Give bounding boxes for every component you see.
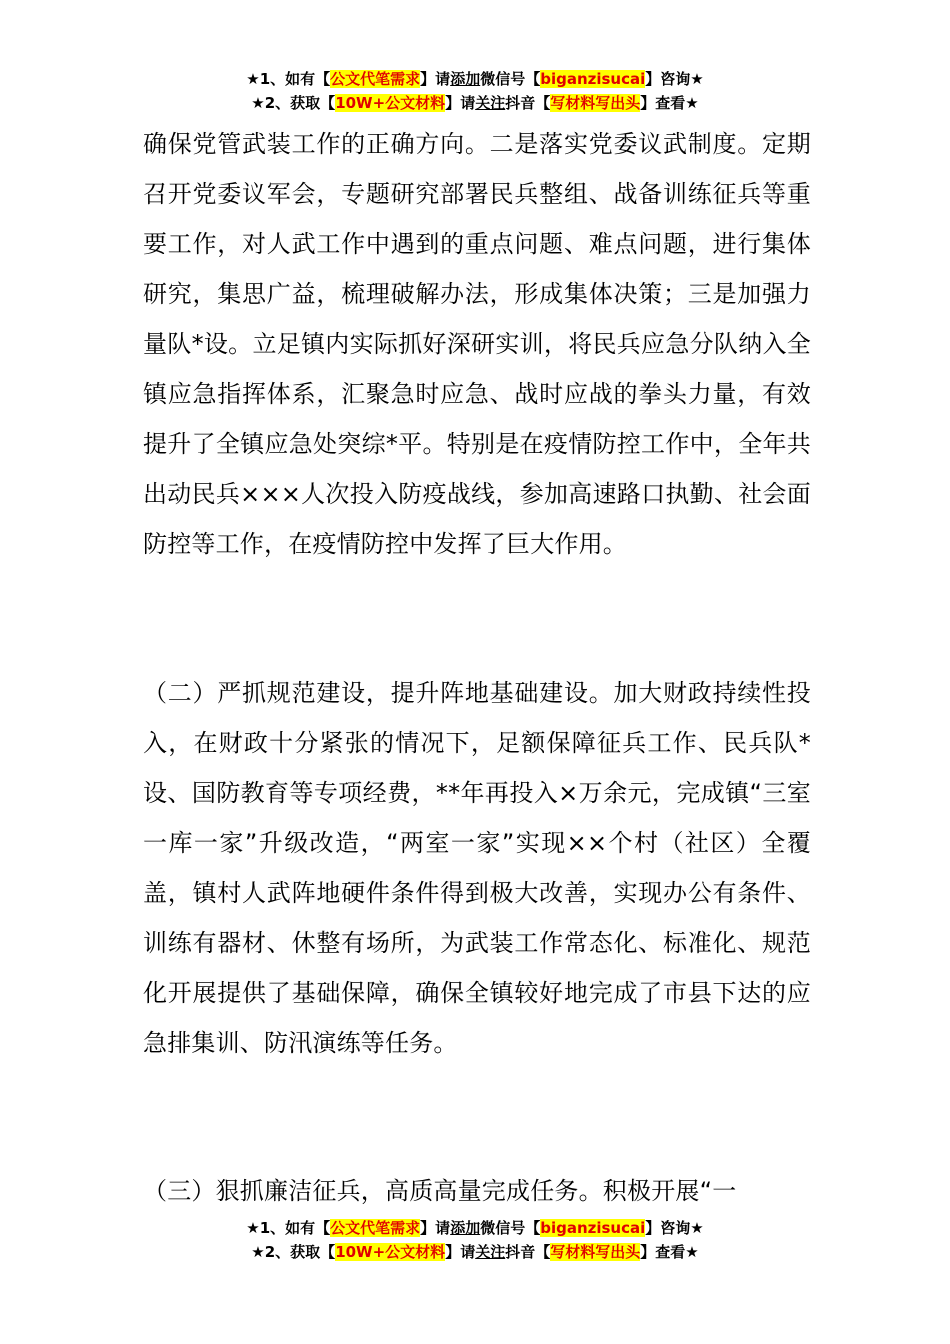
banner-highlight: 10W+公文材料 [335, 1243, 446, 1261]
banner-text: 微信号【 [480, 1219, 541, 1237]
body-paragraph-1: 确保党管武装工作的正确方向。二是落实党委议武制度。定期召开党委议军会，专题研究部署民兵整组、战备训练征兵等重要工作，对人武工作中遇到的重点问题、难点问题，进行集体研究，集思广益，梳理破解办法，形成集体决策；三是加强力量队*设。立足镇内实际抓好深研实训，将民兵应急分队纳入全镇应急指挥体系，汇聚急时应急、战时应战的拳头力量，有效提升了全镇应急处突综*平。特别是在疫情防控工作中，全年共出动民兵×××人次投入防疫战线，参加高速路口执勤、社会面防控等工作，在疫情防控中发挥了巨大作用。 [143, 130, 811, 558]
banner-text: 】查看★ [640, 94, 699, 112]
banner-text: 】请 [420, 70, 451, 88]
banner-line-1 [0, 1216, 950, 1240]
banner-text: 】请 [420, 1219, 451, 1237]
banner-text: 抖音【 [505, 1243, 551, 1261]
banner-text: ★2、获取【 [251, 1243, 336, 1261]
body-paragraph-2: （二）严抓规范建设，提升阵地基础建设。加大财政持续性投入，在财政十分紧张的情况下，足额保障征兵工作、民兵队*设、国防教育等专项经费，**年再投入×万余元，完成镇“三室一库一家”升级改造，“两室一家”实现××个村（社区）全覆盖，镇村人武阵地硬件条件得到极大改善，实现办公有条件、训练有器材、休整有场所，为武装工作常态化、标准化、规范化开展提供了基础保障，确保全镇较好地完成了市县下达的应急排集训、防汛演练等任务。 [143, 679, 811, 1057]
banner-text: ★1、如有【 [246, 1219, 331, 1237]
banner-text: ★2、获取【 [251, 94, 336, 112]
banner-text: 微信号【 [480, 70, 541, 88]
banner-highlight: 10W+公文材料 [335, 94, 446, 112]
banner-text: 】咨询★ [645, 70, 704, 88]
banner-underlined-text: 关注 [475, 94, 506, 112]
banner-highlight: 写材料写出头 [550, 1243, 641, 1261]
banner-underlined-text: 添加 [450, 70, 481, 88]
banner-line-2 [0, 1240, 950, 1264]
footer-banner [0, 1216, 950, 1264]
banner-text: 】查看★ [640, 1243, 699, 1261]
banner-line-2 [0, 91, 950, 115]
banner-underlined-text: 关注 [475, 1243, 506, 1261]
banner-highlight: biganzisucai [540, 1219, 646, 1237]
banner-text: 】请 [445, 94, 476, 112]
banner-text: 】咨询★ [645, 1219, 704, 1237]
banner-highlight: 公文代笔需求 [330, 1219, 421, 1237]
body-paragraph-3: （三）狠抓廉洁征兵，高质高量完成任务。积极开展“一 [143, 1177, 737, 1205]
banner-underlined-text: 添加 [450, 1219, 481, 1237]
banner-highlight: 写材料写出头 [550, 94, 641, 112]
header-banner [0, 67, 950, 115]
banner-text: 】请 [445, 1243, 476, 1261]
banner-line-1 [0, 67, 950, 91]
banner-text: 抖音【 [505, 94, 551, 112]
banner-highlight: biganzisucai [540, 70, 646, 88]
banner-text: ★1、如有【 [246, 70, 331, 88]
banner-highlight: 公文代笔需求 [330, 70, 421, 88]
